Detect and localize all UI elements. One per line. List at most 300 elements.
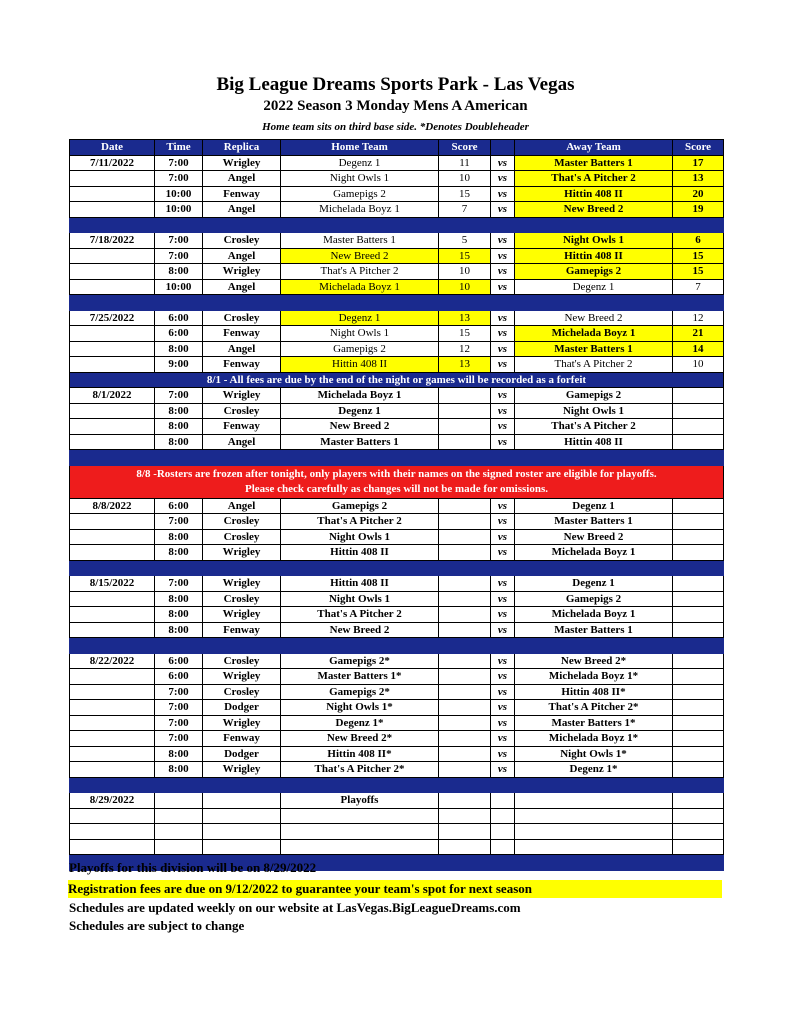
empty-cell: [439, 824, 491, 840]
empty-cell: [70, 839, 155, 855]
vs-label: vs: [491, 700, 515, 716]
game-date: [70, 202, 155, 218]
week-separator-row: [70, 295, 724, 311]
away-team: Master Batters 1*: [515, 715, 673, 731]
home-team: Degenz 1*: [281, 715, 439, 731]
away-team: That's A Pitcher 2*: [515, 700, 673, 716]
away-team: Master Batters 1: [515, 622, 673, 638]
col-header-away-team: Away Team: [515, 140, 673, 156]
game-date: [70, 279, 155, 295]
game-row: [70, 715, 724, 731]
empty-row: [70, 808, 724, 824]
away-team: Degenz 1: [515, 576, 673, 592]
home-team: Michelada Boyz 1: [281, 279, 439, 295]
away-score: [673, 700, 724, 716]
game-row: [70, 498, 724, 514]
away-team: Michelada Boyz 1*: [515, 731, 673, 747]
game-date: [70, 607, 155, 623]
vs-label: vs: [491, 653, 515, 669]
game-row: [70, 202, 724, 218]
away-team: [515, 793, 673, 809]
game-field: Wrigley: [203, 762, 281, 778]
game-time: 8:00: [155, 264, 203, 280]
col-header-home-score: Score: [439, 140, 491, 156]
home-score: [439, 403, 491, 419]
week-separator-row: [70, 638, 724, 654]
vs-label: vs: [491, 669, 515, 685]
away-score: 10: [673, 357, 724, 373]
game-field: Dodger: [203, 746, 281, 762]
game-field: Angel: [203, 279, 281, 295]
home-team: Master Batters 1: [281, 233, 439, 249]
home-team: Hittin 408 II: [281, 357, 439, 373]
game-time: 7:00: [155, 576, 203, 592]
vs-label: [491, 793, 515, 809]
empty-cell: [281, 824, 439, 840]
empty-cell: [439, 839, 491, 855]
home-team: Night Owls 1: [281, 529, 439, 545]
game-field: Wrigley: [203, 576, 281, 592]
game-time: 7:00: [155, 731, 203, 747]
game-row: [70, 607, 724, 623]
game-row: [70, 529, 724, 545]
game-field: Crosley: [203, 310, 281, 326]
away-score: 13: [673, 171, 724, 187]
game-date: [70, 529, 155, 545]
home-score: [439, 388, 491, 404]
separator-cell: [70, 217, 724, 233]
away-team: Master Batters 1: [515, 514, 673, 530]
game-row: [70, 388, 724, 404]
home-score: [439, 715, 491, 731]
game-field: Wrigley: [203, 388, 281, 404]
away-score: [673, 684, 724, 700]
game-time: 9:00: [155, 357, 203, 373]
vs-label: vs: [491, 607, 515, 623]
game-field: Crosley: [203, 403, 281, 419]
empty-cell: [491, 808, 515, 824]
game-row: [70, 264, 724, 280]
empty-cell: [203, 808, 281, 824]
empty-cell: [155, 808, 203, 824]
game-field: Wrigley: [203, 607, 281, 623]
away-team: Michelada Boyz 1: [515, 607, 673, 623]
game-date: 7/11/2022: [70, 155, 155, 171]
vs-label: vs: [491, 529, 515, 545]
separator-cell: [70, 560, 724, 576]
vs-label: vs: [491, 248, 515, 264]
away-team: Gamepigs 2: [515, 388, 673, 404]
home-score: [439, 793, 491, 809]
away-score: [673, 731, 724, 747]
game-row: [70, 326, 724, 342]
home-team: New Breed 2: [281, 248, 439, 264]
away-score: [673, 529, 724, 545]
home-team: Hittin 408 II: [281, 576, 439, 592]
schedule-note: Home team sits on third base side. *Denotes Doubleheader: [262, 121, 529, 133]
game-time: 7:00: [155, 248, 203, 264]
away-score: 15: [673, 248, 724, 264]
game-time: 7:00: [155, 700, 203, 716]
away-team: Master Batters 1: [515, 341, 673, 357]
vs-label: vs: [491, 357, 515, 373]
away-score: [673, 591, 724, 607]
game-date: [70, 622, 155, 638]
home-score: 11: [439, 155, 491, 171]
empty-cell: [70, 808, 155, 824]
empty-cell: [155, 824, 203, 840]
footer-registration-note: Registration fees are due on 9/12/2022 to guarantee your team's spot for next season: [68, 880, 722, 898]
home-team: Master Batters 1*: [281, 669, 439, 685]
home-team: New Breed 2: [281, 622, 439, 638]
home-team: Night Owls 1: [281, 171, 439, 187]
schedule-table: [69, 139, 724, 871]
vs-label: vs: [491, 514, 515, 530]
away-score: 21: [673, 326, 724, 342]
game-date: [70, 326, 155, 342]
page-title: Big League Dreams Sports Park - Las Vegas: [216, 74, 575, 95]
home-score: [439, 498, 491, 514]
vs-label: vs: [491, 731, 515, 747]
home-team: Gamepigs 2*: [281, 653, 439, 669]
vs-label: vs: [491, 403, 515, 419]
home-team: Gamepigs 2: [281, 341, 439, 357]
separator-cell: [70, 450, 724, 466]
game-field: Angel: [203, 434, 281, 450]
vs-label: vs: [491, 279, 515, 295]
away-score: [673, 762, 724, 778]
roster-alert-cell: [70, 465, 724, 498]
home-team: Hittin 408 II*: [281, 746, 439, 762]
home-score: 15: [439, 248, 491, 264]
empty-cell: [515, 824, 673, 840]
game-time: 8:00: [155, 545, 203, 561]
game-field: Fenway: [203, 731, 281, 747]
home-score: [439, 607, 491, 623]
home-score: [439, 545, 491, 561]
game-field: Wrigley: [203, 669, 281, 685]
game-row: [70, 669, 724, 685]
empty-cell: [673, 839, 724, 855]
game-time: 10:00: [155, 279, 203, 295]
game-row: [70, 155, 724, 171]
table-header-row: [70, 140, 724, 156]
game-field: Angel: [203, 498, 281, 514]
home-team: Master Batters 1: [281, 434, 439, 450]
game-time: 8:00: [155, 529, 203, 545]
game-date: 8/22/2022: [70, 653, 155, 669]
vs-label: vs: [491, 388, 515, 404]
game-field: Fenway: [203, 186, 281, 202]
game-row: [70, 186, 724, 202]
game-date: [70, 715, 155, 731]
game-row: [70, 591, 724, 607]
empty-cell: [673, 824, 724, 840]
home-team: Night Owls 1*: [281, 700, 439, 716]
away-score: 6: [673, 233, 724, 249]
home-team: Hittin 408 II: [281, 545, 439, 561]
home-score: [439, 684, 491, 700]
separator-cell: [70, 295, 724, 311]
home-score: [439, 514, 491, 530]
game-date: 7/25/2022: [70, 310, 155, 326]
vs-label: vs: [491, 746, 515, 762]
game-field: Fenway: [203, 419, 281, 435]
away-team: Degenz 1: [515, 498, 673, 514]
game-time: 6:00: [155, 326, 203, 342]
game-date: 8/8/2022: [70, 498, 155, 514]
game-date: [70, 248, 155, 264]
game-row: [70, 171, 724, 187]
home-score: 10: [439, 279, 491, 295]
game-time: 6:00: [155, 310, 203, 326]
game-row: [70, 746, 724, 762]
game-date: [70, 591, 155, 607]
away-score: [673, 514, 724, 530]
away-score: [673, 669, 724, 685]
game-row: [70, 793, 724, 809]
away-team: Gamepigs 2: [515, 591, 673, 607]
home-team: That's A Pitcher 2*: [281, 762, 439, 778]
week-separator-row: [70, 217, 724, 233]
vs-label: vs: [491, 591, 515, 607]
game-field: Fenway: [203, 622, 281, 638]
home-score: [439, 669, 491, 685]
vs-label: vs: [491, 233, 515, 249]
home-team: New Breed 2: [281, 419, 439, 435]
home-score: 10: [439, 171, 491, 187]
game-field: Dodger: [203, 700, 281, 716]
home-team: Playoffs: [281, 793, 439, 809]
game-field: Fenway: [203, 326, 281, 342]
game-date: 8/1/2022: [70, 388, 155, 404]
away-score: [673, 622, 724, 638]
game-field: Wrigley: [203, 715, 281, 731]
home-score: 5: [439, 233, 491, 249]
game-field: Wrigley: [203, 155, 281, 171]
col-header-vs: [491, 140, 515, 156]
game-row: [70, 700, 724, 716]
game-date: [70, 403, 155, 419]
away-team: New Breed 2: [515, 310, 673, 326]
game-row: [70, 434, 724, 450]
away-team: Night Owls 1*: [515, 746, 673, 762]
game-time: 6:00: [155, 669, 203, 685]
game-field: [203, 793, 281, 809]
game-date: [70, 700, 155, 716]
away-team: Gamepigs 2: [515, 264, 673, 280]
away-score: 7: [673, 279, 724, 295]
game-date: [70, 669, 155, 685]
game-date: 8/15/2022: [70, 576, 155, 592]
game-date: [70, 186, 155, 202]
col-header-date: Date: [70, 140, 155, 156]
away-score: [673, 607, 724, 623]
game-date: [70, 434, 155, 450]
home-team: Gamepigs 2*: [281, 684, 439, 700]
empty-cell: [491, 824, 515, 840]
game-row: [70, 248, 724, 264]
away-score: 19: [673, 202, 724, 218]
game-time: 8:00: [155, 403, 203, 419]
away-team: Night Owls 1: [515, 233, 673, 249]
away-score: [673, 403, 724, 419]
game-row: [70, 403, 724, 419]
game-field: Angel: [203, 341, 281, 357]
away-score: [673, 576, 724, 592]
game-row: [70, 279, 724, 295]
home-team: Night Owls 1: [281, 591, 439, 607]
game-time: 8:00: [155, 419, 203, 435]
game-field: Crosley: [203, 684, 281, 700]
game-time: 7:00: [155, 155, 203, 171]
vs-label: vs: [491, 155, 515, 171]
roster-alert-row: [70, 465, 724, 498]
home-team: Degenz 1: [281, 403, 439, 419]
away-score: 15: [673, 264, 724, 280]
away-score: [673, 653, 724, 669]
vs-label: vs: [491, 684, 515, 700]
game-row: [70, 233, 724, 249]
game-time: 6:00: [155, 498, 203, 514]
home-score: 15: [439, 186, 491, 202]
footer-playoffs-note: Playoffs for this division will be on 8/29/2022: [69, 860, 317, 875]
away-score: [673, 793, 724, 809]
away-team: New Breed 2*: [515, 653, 673, 669]
home-team: Degenz 1: [281, 310, 439, 326]
game-row: [70, 731, 724, 747]
game-time: 8:00: [155, 746, 203, 762]
game-time: 7:00: [155, 233, 203, 249]
away-score: [673, 545, 724, 561]
away-team: That's A Pitcher 2: [515, 357, 673, 373]
away-team: Hittin 408 II: [515, 248, 673, 264]
home-score: 7: [439, 202, 491, 218]
home-score: 13: [439, 357, 491, 373]
empty-cell: [203, 824, 281, 840]
separator-cell: [70, 777, 724, 793]
away-score: [673, 715, 724, 731]
empty-cell: [155, 839, 203, 855]
home-score: [439, 746, 491, 762]
game-time: 7:00: [155, 715, 203, 731]
empty-cell: [515, 839, 673, 855]
home-score: [439, 591, 491, 607]
game-date: [70, 264, 155, 280]
game-time: 8:00: [155, 607, 203, 623]
home-team: That's A Pitcher 2: [281, 514, 439, 530]
away-score: 20: [673, 186, 724, 202]
game-time: [155, 793, 203, 809]
game-time: 10:00: [155, 186, 203, 202]
home-score: 10: [439, 264, 491, 280]
game-time: 7:00: [155, 514, 203, 530]
game-row: [70, 684, 724, 700]
game-date: 8/29/2022: [70, 793, 155, 809]
home-score: [439, 419, 491, 435]
game-field: Fenway: [203, 357, 281, 373]
col-header-replica: Replica: [203, 140, 281, 156]
game-row: [70, 341, 724, 357]
vs-label: vs: [491, 715, 515, 731]
vs-label: vs: [491, 419, 515, 435]
game-row: [70, 576, 724, 592]
vs-label: vs: [491, 434, 515, 450]
game-row: [70, 357, 724, 373]
home-score: [439, 622, 491, 638]
away-score: [673, 388, 724, 404]
game-date: [70, 419, 155, 435]
game-row: [70, 545, 724, 561]
empty-cell: [281, 808, 439, 824]
game-time: 6:00: [155, 653, 203, 669]
col-header-time: Time: [155, 140, 203, 156]
away-team: Degenz 1: [515, 279, 673, 295]
game-row: [70, 419, 724, 435]
empty-row: [70, 839, 724, 855]
away-team: New Breed 2: [515, 529, 673, 545]
home-score: 12: [439, 341, 491, 357]
page-subtitle: 2022 Season 3 Monday Mens A American: [263, 98, 528, 114]
vs-label: vs: [491, 326, 515, 342]
vs-label: vs: [491, 545, 515, 561]
game-date: [70, 341, 155, 357]
home-score: 15: [439, 326, 491, 342]
game-field: Crosley: [203, 653, 281, 669]
game-date: [70, 762, 155, 778]
empty-cell: [439, 808, 491, 824]
game-row: [70, 622, 724, 638]
home-score: [439, 700, 491, 716]
vs-label: vs: [491, 264, 515, 280]
fee-notice-text: 8/1 - All fees are due by the end of the night or games will be recorded as a forfeit: [70, 372, 724, 388]
vs-label: vs: [491, 171, 515, 187]
away-score: 17: [673, 155, 724, 171]
vs-label: vs: [491, 310, 515, 326]
game-date: [70, 731, 155, 747]
game-time: 8:00: [155, 341, 203, 357]
footer-website-note: Schedules are updated weekly on our website at LasVegas.BigLeagueDreams.com: [69, 900, 521, 915]
game-field: Angel: [203, 171, 281, 187]
empty-cell: [673, 808, 724, 824]
game-time: 10:00: [155, 202, 203, 218]
col-header-away-score: Score: [673, 140, 724, 156]
game-field: Crosley: [203, 529, 281, 545]
away-team: Hittin 408 II: [515, 434, 673, 450]
week-separator-row: [70, 777, 724, 793]
away-team: New Breed 2: [515, 202, 673, 218]
home-team: That's A Pitcher 2: [281, 264, 439, 280]
game-row: [70, 310, 724, 326]
away-score: 14: [673, 341, 724, 357]
away-team: That's A Pitcher 2: [515, 419, 673, 435]
empty-cell: [203, 839, 281, 855]
home-score: [439, 434, 491, 450]
away-team: Degenz 1*: [515, 762, 673, 778]
empty-cell: [281, 839, 439, 855]
game-date: 7/18/2022: [70, 233, 155, 249]
away-team: Michelada Boyz 1: [515, 326, 673, 342]
vs-label: vs: [491, 341, 515, 357]
footer-change-note: Schedules are subject to change: [69, 918, 245, 933]
game-field: Wrigley: [203, 264, 281, 280]
game-time: 8:00: [155, 434, 203, 450]
col-header-home-team: Home Team: [281, 140, 439, 156]
game-date: [70, 746, 155, 762]
game-field: Angel: [203, 248, 281, 264]
game-time: 7:00: [155, 171, 203, 187]
game-field: Wrigley: [203, 545, 281, 561]
